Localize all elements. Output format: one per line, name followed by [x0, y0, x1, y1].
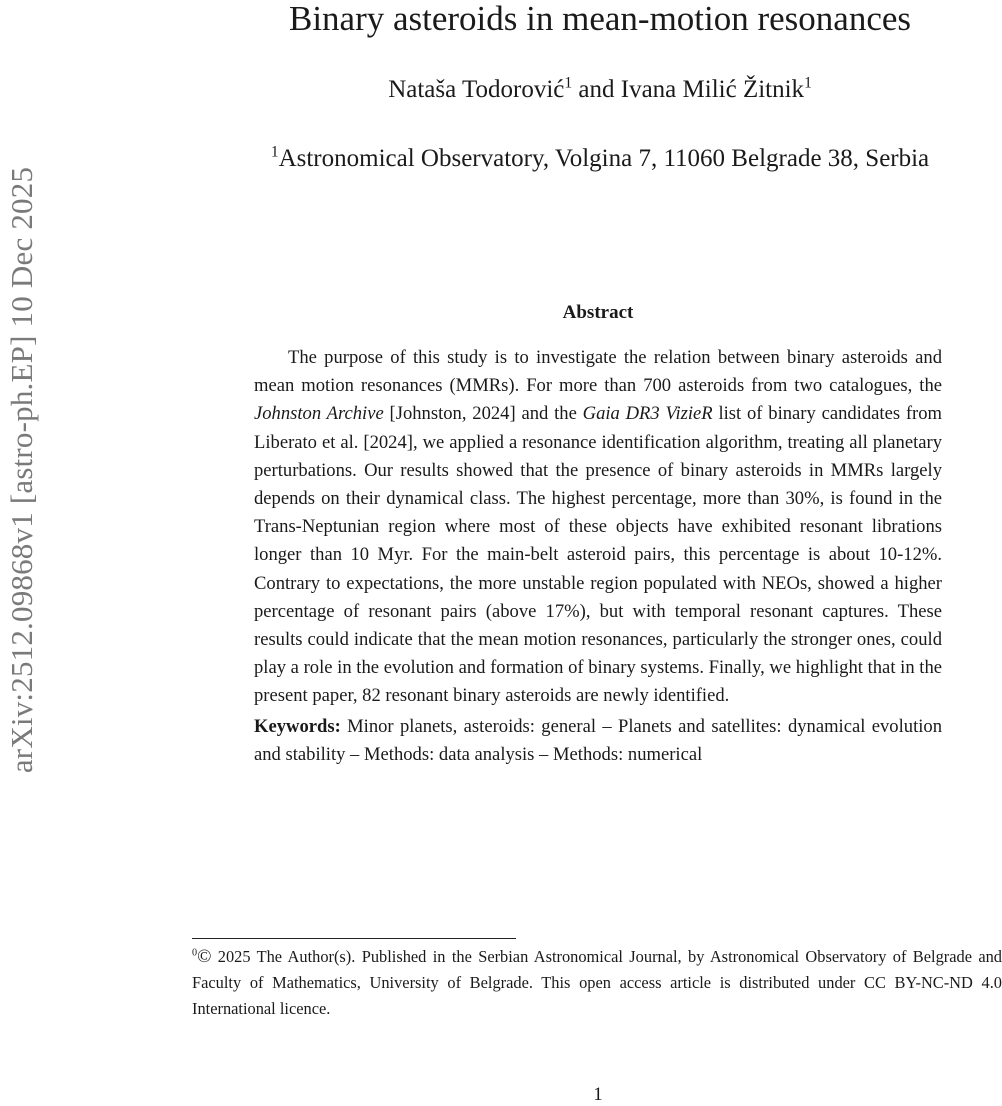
author-list [200, 76, 1000, 104]
keywords-text: Minor planets, asteroids: general – Planets and satellites: dynamical evolution and stability – Methods: data analysis – Methods: numerical [254, 715, 942, 765]
affiliation-mark: 1 [564, 74, 573, 92]
author-name: Ivana Milić Žitnik [620, 76, 805, 103]
keywords-label: Keywords: [254, 715, 341, 737]
affiliation [200, 140, 1000, 177]
abstract-heading: Abstract [562, 302, 634, 323]
abstract-text: [Johnston, 2024] and the [383, 403, 583, 425]
affiliation-text: Astronomical Observatory, Volgina 7, 11060 Belgrade 38, Serbia [278, 145, 930, 172]
keywords [254, 713, 942, 769]
arxiv-identifier [2, 60, 42, 880]
page-number: 1 [593, 1084, 603, 1105]
copyright-icon: © [197, 946, 212, 967]
affiliation-mark: 1 [804, 74, 812, 92]
abstract-text: The purpose of this study is to investigate the relation between binary asteroids and mean motion resonances (MMRs). For more than 700 asteroids from two catalogues, the [254, 347, 942, 397]
catalogue-name: Gaia DR3 VizieR [582, 403, 713, 425]
abstract-paragraph [254, 344, 942, 711]
affiliation-mark: 1 [270, 143, 279, 161]
author-name: Nataša Todorović [388, 76, 565, 103]
catalogue-name: Johnston Archive [254, 403, 384, 425]
footnote-mark: 0 [192, 947, 198, 959]
paper-title: Binary asteroids in mean-motion resonances [288, 0, 912, 38]
author-conjunction: and [572, 76, 621, 103]
arxiv-identifier-text: arXiv:2512.09868v1 [astro-ph.EP] 10 Dec 2025 [4, 166, 39, 774]
abstract-text: list of binary candidates from Liberato et al. [2024], we applied a resonance identification algorithm, treating all planetary perturbations. Our results showed that the presence of binary asteroids in MMRs largely depends on their dynamical class. The highest percentage, more than 30%, is found in the Trans-Neptunian region where most of these objects have exhibited resonant librations longer than 10 Myr. For the main-belt asteroid pairs, this percentage is about 10-12%. Contrary to expectations, the more unstable region populated with NEOs, showed a higher percentage of resonant pairs (above 17%), but with temporal resonant captures. These results could indicate that the mean motion resonances, particularly the stronger ones, could play a role in the evolution and formation of binary systems. Finally, we highlight that in the present paper, 82 resonant binary asteroids are newly identified. [254, 403, 942, 707]
footnote-text: 2025 The Author(s). Published in the Serbian Astronomical Journal, by Astronomical Observatory of Belgrade and Faculty of Mathematics, University of Belgrade. This open access article is distributed under CC BY-NC-ND 4.0 International licence. [192, 947, 1002, 1018]
footnote [192, 944, 1002, 1022]
abstract-body [254, 344, 942, 769]
footnote-rule [192, 938, 516, 939]
